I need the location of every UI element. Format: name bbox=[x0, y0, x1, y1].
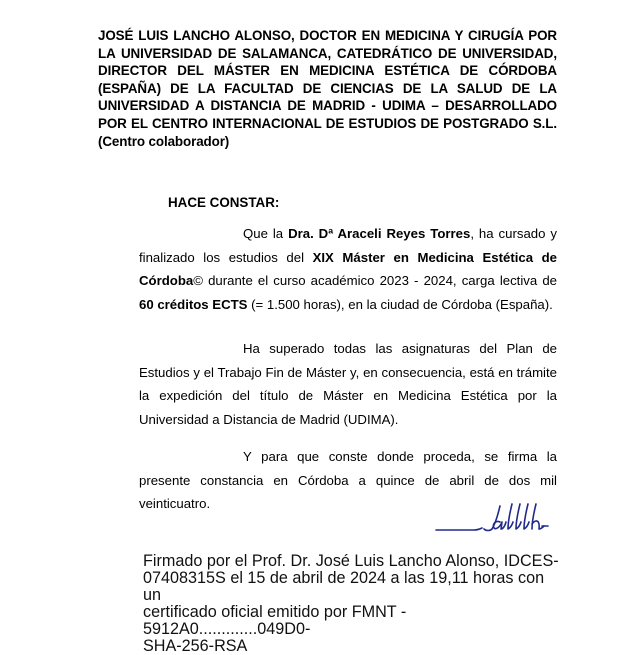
text: Que la bbox=[243, 226, 289, 241]
digital-signature-line: certificado oficial emitido por FMNT - 5912A0.............049D0- bbox=[143, 603, 407, 638]
text: , ha cursado y finalizado los estudios del bbox=[139, 226, 557, 265]
hace-constar-heading: HACE CONSTAR: bbox=[168, 195, 280, 210]
text: © durante el curso académico 2023 - 2024, carga lectiva de bbox=[193, 273, 557, 288]
digital-signature-line: Firmado por el Prof. Dr. José Luis Lancho Alonso, IDCES- bbox=[143, 552, 559, 570]
student-name: Dra. Dª Araceli Reyes Torres bbox=[288, 226, 471, 241]
text: (= 1.500 horas), en la ciudad de Córdoba (España). bbox=[247, 296, 553, 312]
paragraph-completion bbox=[139, 222, 557, 316]
digital-signature-line: SHA-256-RSA bbox=[143, 637, 248, 655]
handwritten-signature-icon bbox=[430, 500, 570, 540]
credits: 60 créditos ECTS bbox=[139, 296, 248, 312]
paragraph-closing: Y para que conste donde proceda, se firma la presente constancia en Córdoba a quince de abril de dos mil veinticuatro. bbox=[139, 449, 557, 511]
program-name: XIX Máster en Medicina Estética de Córdoba bbox=[139, 249, 558, 288]
digital-signature-line: 07408315S el 15 de abril de 2024 a las 19,11 horas con un bbox=[143, 569, 545, 604]
paragraph-title-status: Ha superado todas las asignaturas del Plan de Estudios y el Trabajo Fin de Máster y, en consecuencia, está en trámite la expedición del título de Máster en Medicina Estética por la Universidad a Distancia de Madrid (UDIMA). bbox=[139, 341, 557, 427]
issuer-header: JOSÉ LUIS LANCHO ALONSO, DOCTOR EN MEDICINA Y CIRUGÍA POR LA UNIVERSIDAD DE SALAMANCA, CATEDRÁTICO DE UNIVERSIDAD, DIRECTOR DEL MÁSTER EN MEDICINA ESTÉTICA DE CÓRDOBA (ESPAÑA) DE LA FACULTAD DE CIENCIAS DE LA SALUD DE LA UNIVERSIDAD A DISTANCIA DE MADRID - UDIMA – DESARROLLADO POR EL CENTRO INTERNACIONAL DE ESTUDIOS DE POSTGRADO S.L. (Centro colaborador) bbox=[98, 28, 557, 149]
